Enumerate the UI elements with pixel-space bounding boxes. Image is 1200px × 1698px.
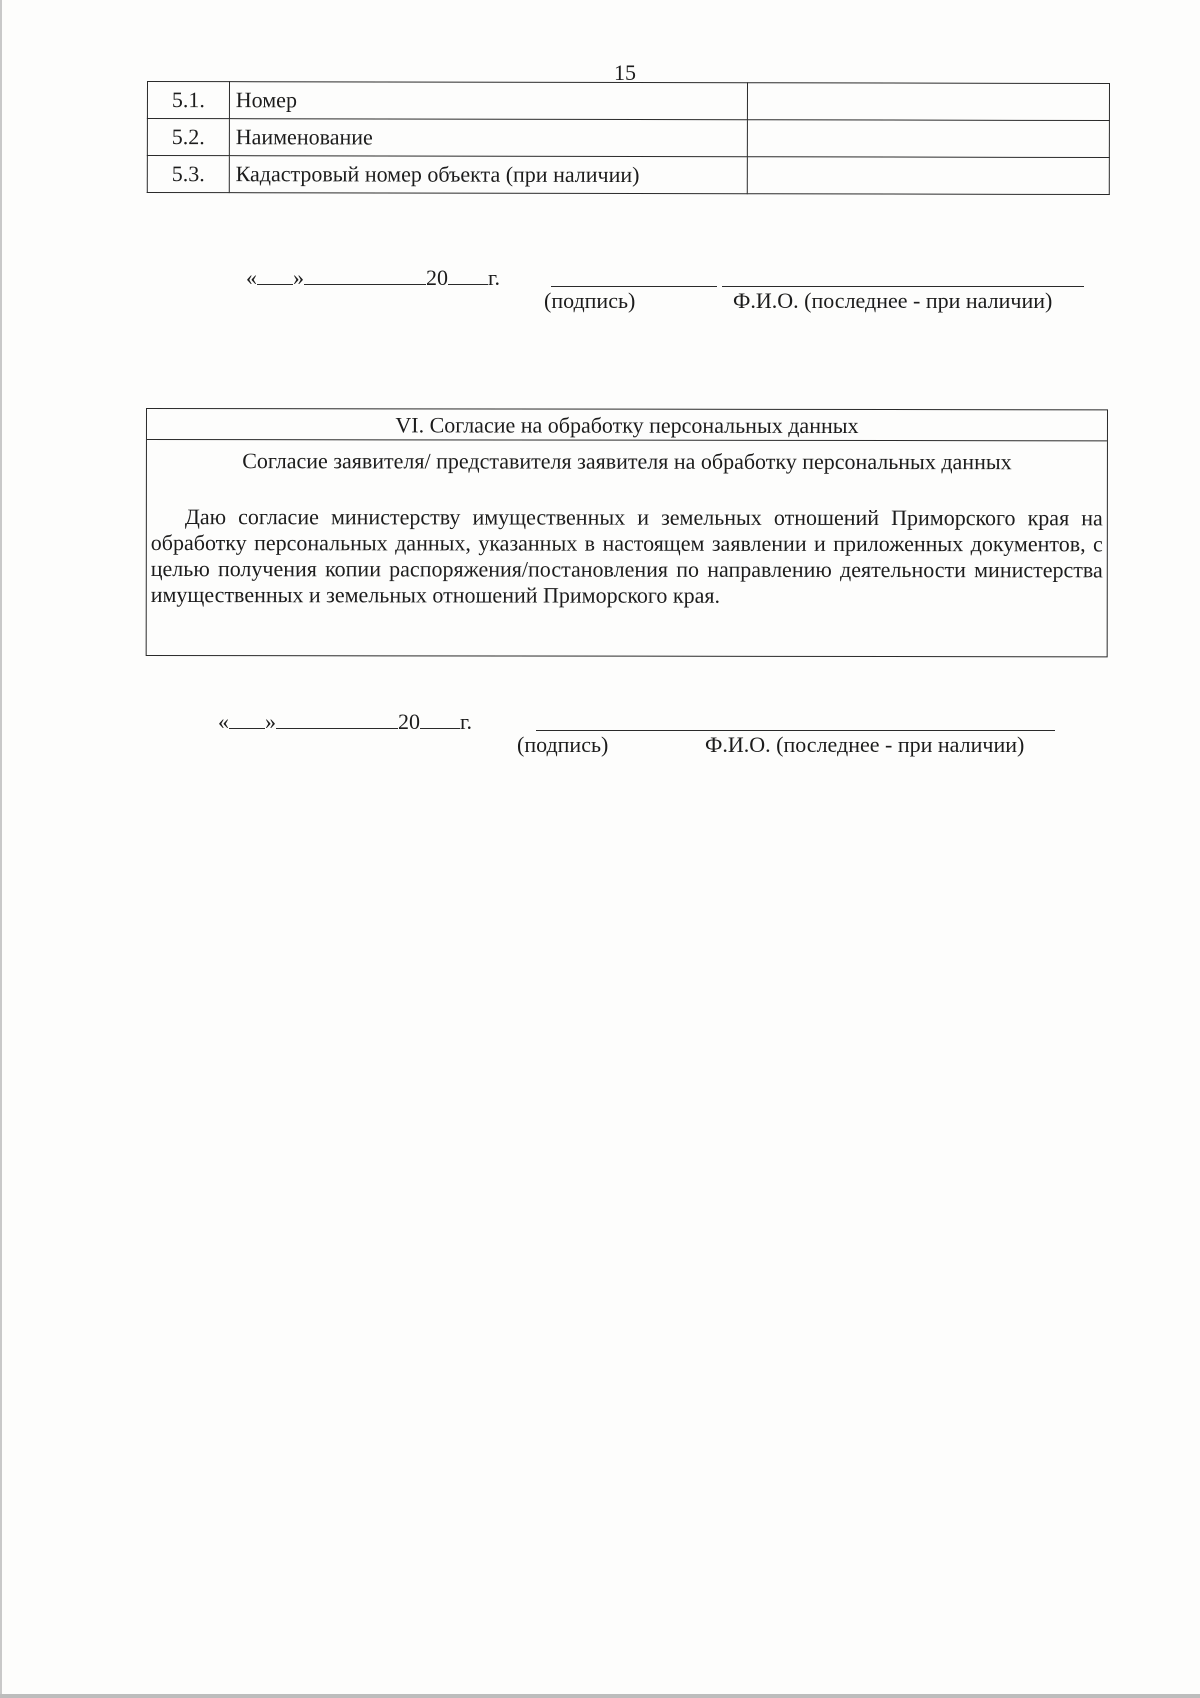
consent-subheading: Согласие заявителя/ представителя заявителя на обработку персональных данных <box>242 448 1012 475</box>
day-blank[interactable] <box>229 708 265 729</box>
year-prefix: 20 <box>398 709 420 734</box>
day-blank[interactable] <box>257 264 293 285</box>
row-number: 5.1. <box>147 82 229 119</box>
month-blank[interactable] <box>304 264 426 285</box>
quote-open: « <box>218 709 229 734</box>
year-suffix: г. <box>460 709 473 734</box>
year-prefix: 20 <box>426 265 448 290</box>
consent-body: Даю согласие министерству имущественных и земельных отношений Приморского края на обработку персональных данных, указанных в настоящем заявлении и приложенных документов, с целью получения копии распоряжения/постановления по направлению деятельности министерства имущественных и земельных отношений Приморского края. <box>150 504 1103 608</box>
name-caption: Ф.И.О. (последнее - при наличии) <box>733 288 1053 313</box>
page-number: 15 <box>614 60 636 85</box>
table-row <box>147 82 1109 121</box>
row-value-field[interactable] <box>748 83 1110 121</box>
table-row <box>147 119 1109 158</box>
table-row <box>147 156 1109 195</box>
row-number: 5.3. <box>147 156 229 193</box>
quote-open: « <box>246 265 257 290</box>
signature-row-1 <box>246 264 1086 324</box>
page-left-edge <box>0 0 2 1698</box>
signature-row-2 <box>218 708 1058 768</box>
objects-table <box>147 81 1110 195</box>
year-blank[interactable] <box>420 708 460 729</box>
quote-close: » <box>293 265 304 290</box>
month-blank[interactable] <box>276 708 398 729</box>
name-caption: Ф.И.О. (последнее - при наличии) <box>705 732 1025 757</box>
name-line[interactable] <box>693 730 1055 731</box>
consent-heading: VI. Согласие на обработку персональных данных <box>147 409 1107 441</box>
row-label: Наименование <box>229 119 747 157</box>
signature-line[interactable] <box>536 730 706 731</box>
row-number: 5.2. <box>147 119 229 156</box>
row-label: Кадастровый номер объекта (при наличии) <box>229 156 747 194</box>
quote-close: » <box>265 709 276 734</box>
row-label: Номер <box>229 82 747 120</box>
row-value-field[interactable] <box>747 157 1109 195</box>
date-field <box>218 708 472 735</box>
consent-section <box>146 408 1108 657</box>
date-field <box>246 264 500 291</box>
year-blank[interactable] <box>448 264 488 285</box>
name-line[interactable] <box>722 286 1084 287</box>
signature-line[interactable] <box>551 286 717 287</box>
row-value-field[interactable] <box>748 120 1110 158</box>
page-bottom-edge <box>0 1694 1200 1698</box>
signature-caption: (подпись) <box>517 732 609 757</box>
year-suffix: г. <box>488 265 501 290</box>
signature-caption: (подпись) <box>544 288 636 313</box>
